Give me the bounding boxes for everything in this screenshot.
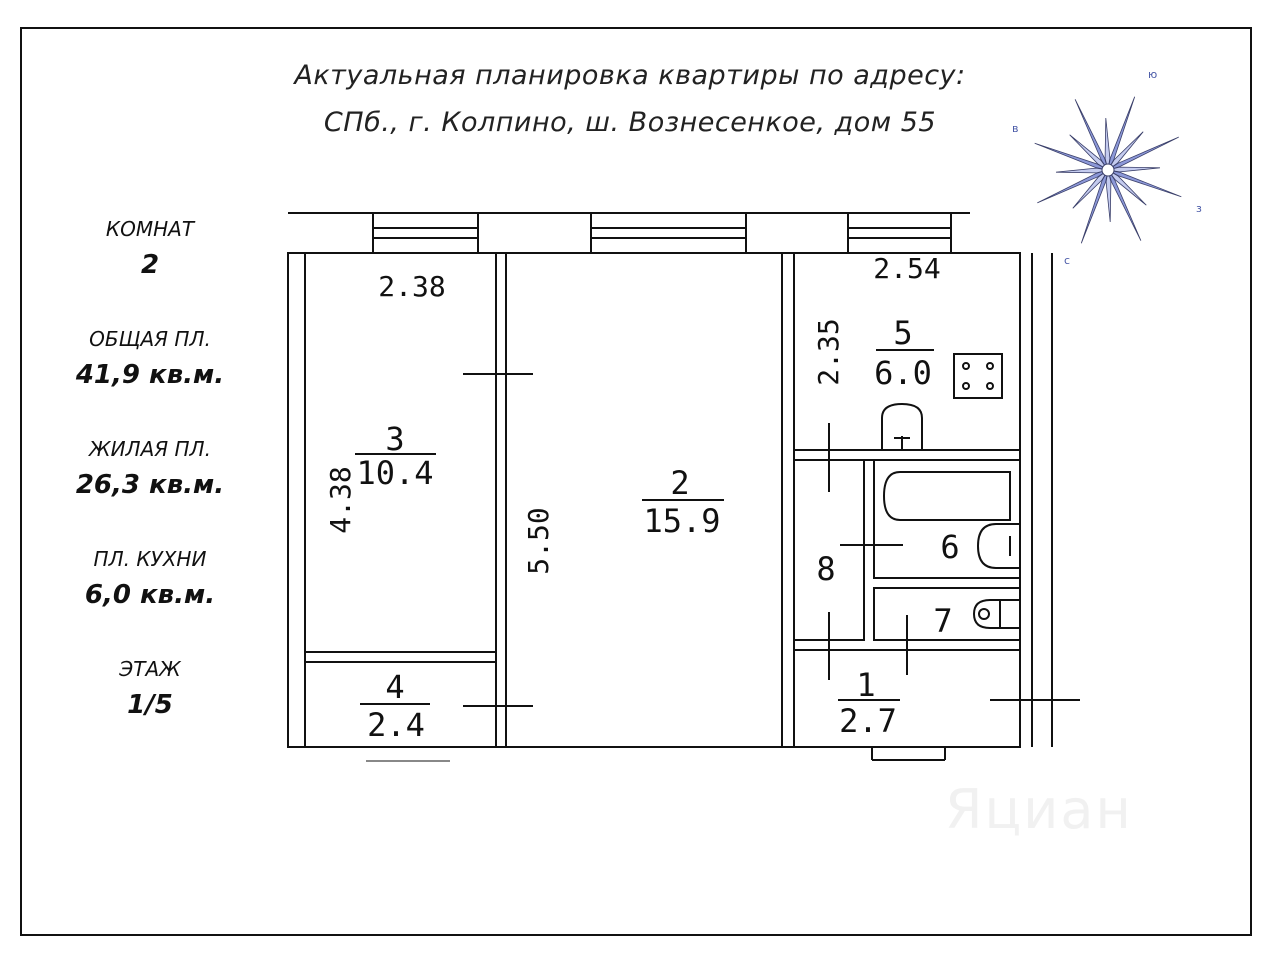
room-5-number: 5	[893, 314, 913, 352]
room-1-number: 1	[856, 666, 876, 704]
compass-point	[1105, 118, 1110, 170]
room-8-number: 8	[816, 550, 836, 588]
rooms-count-label: КОМНАТ	[105, 217, 195, 241]
door-markers	[463, 340, 1080, 740]
washbasin-icon	[978, 524, 1020, 568]
compass-rose-icon	[1012, 68, 1202, 267]
room-3-width-dimension: 2.38	[378, 270, 446, 303]
kitchen-area-label: ПЛ. КУХНИ	[93, 547, 207, 571]
room-2-length-dimension: 5.50	[522, 507, 555, 575]
compass-north-letter: ю	[1148, 68, 1158, 81]
room-1-area: 2.7	[839, 702, 897, 740]
living-area-value: 26,3 кв.м.	[75, 470, 225, 500]
room-6-number: 6	[940, 528, 960, 566]
toilet-icon	[974, 600, 1020, 628]
room-3-number: 3	[385, 420, 405, 458]
room-7-number: 7	[933, 602, 953, 640]
room-3-length-dimension: 4.38	[324, 466, 357, 534]
kitchen-area-value: 6,0 кв.м.	[84, 580, 216, 610]
kitchen-width-dimension: 2.54	[873, 252, 941, 285]
kitchen-length-dimension: 2.35	[812, 318, 845, 386]
living-area-label: ЖИЛАЯ ПЛ.	[89, 437, 211, 461]
watermark: Яциан	[945, 778, 1133, 841]
compass-south-letter: с	[1064, 254, 1071, 267]
rooms-count-value: 2	[140, 250, 160, 280]
room-3-area: 10.4	[356, 454, 434, 492]
window-2	[591, 213, 746, 253]
floor-value: 1/5	[127, 690, 173, 720]
stove-icon	[954, 354, 1002, 398]
compass-west-letter: в	[1012, 122, 1019, 135]
bathtub-icon	[884, 472, 1010, 520]
window-1	[373, 213, 478, 253]
room-2-area: 15.9	[643, 502, 721, 540]
room-4-number: 4	[385, 668, 405, 706]
title-line-1: Актуальная планировка квартиры по адресу:	[294, 60, 966, 91]
floor-label: ЭТАЖ	[119, 657, 181, 681]
total-area-value: 41,9 кв.м.	[75, 360, 225, 390]
window-3	[848, 213, 951, 253]
room-5-area: 6.0	[874, 354, 932, 392]
compass-east-letter: з	[1196, 202, 1202, 215]
title-line-2: СПб., г. Колпино, ш. Вознесенкое, дом 55	[323, 107, 937, 138]
room-4-area: 2.4	[367, 706, 425, 744]
room-2-number: 2	[670, 464, 690, 502]
total-area-label: ОБЩАЯ ПЛ.	[89, 327, 211, 351]
